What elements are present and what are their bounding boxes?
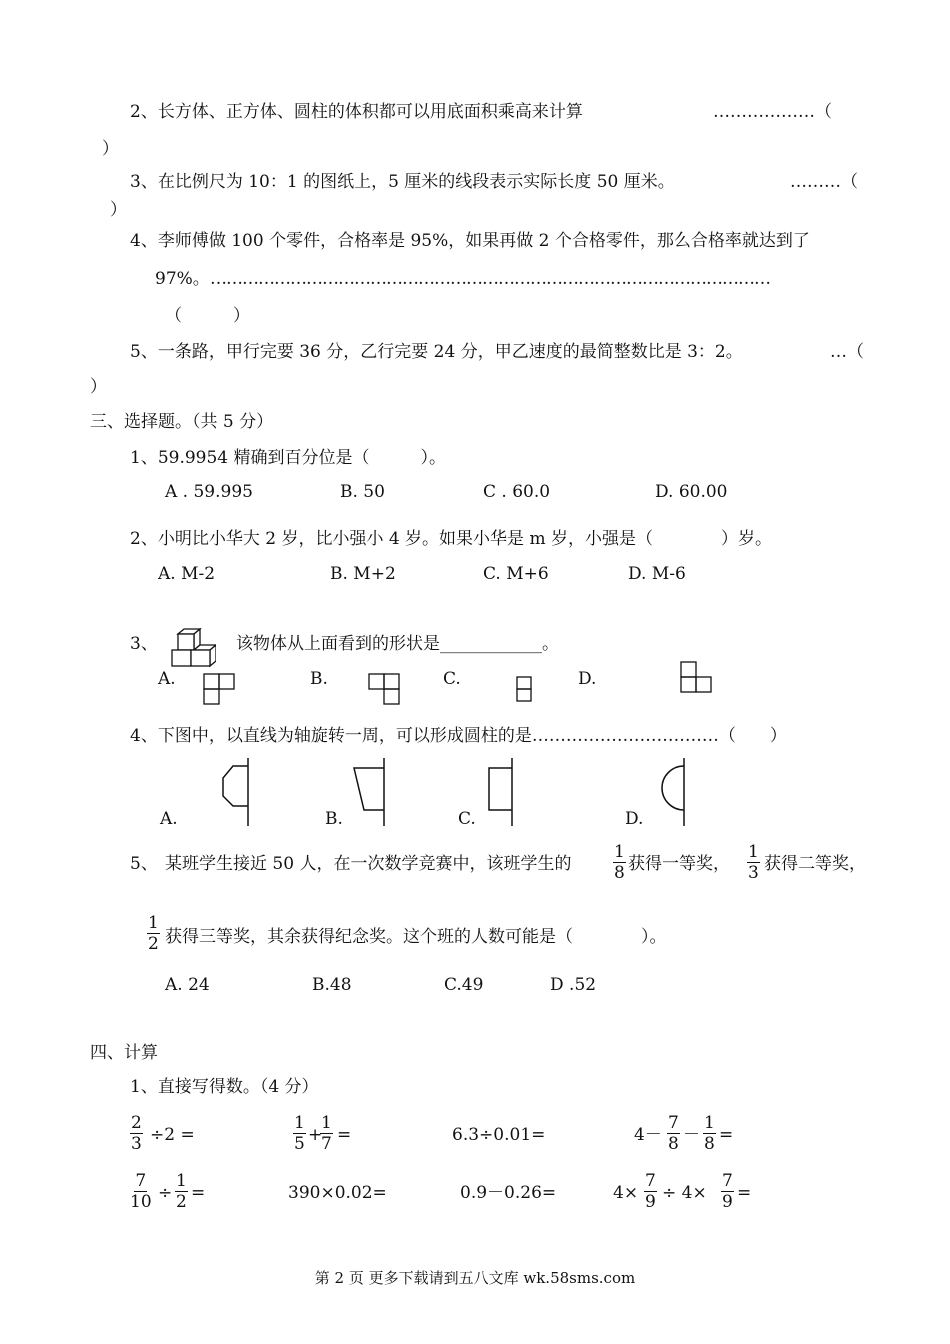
fraction-one-eighth	[613, 842, 626, 883]
fraction-denominator: 8	[704, 1134, 715, 1154]
q3-paren-close: ）	[110, 200, 127, 220]
s3-q2-option-d: D. M-6	[628, 564, 686, 584]
calc-r2-e1-rest: =	[191, 1183, 206, 1203]
s3-q4-option-b: B.	[325, 809, 343, 829]
q2-paren-close: ）	[102, 139, 119, 159]
calc-r1-e3: 6.3÷0.01=	[452, 1125, 546, 1145]
s3-q1-text: 1、59.9954 精确到百分位是（ ）。	[130, 448, 447, 468]
s3-q4-option-a: A.	[160, 809, 178, 829]
s3-q1-option-d: D. 60.00	[655, 482, 728, 502]
fraction-denominator: 7	[321, 1134, 332, 1154]
s3-q3-text: 该物体从上面看到的形状是____________。	[236, 634, 559, 654]
q5-paren-close: ）	[90, 377, 107, 397]
q3-dots: ………（	[790, 172, 858, 192]
fraction-numerator: 1	[748, 842, 759, 862]
fraction-denominator: 3	[131, 1134, 142, 1154]
section3-title: 三、选择题。（共 5 分）	[90, 412, 274, 432]
option-a-shape	[203, 673, 237, 707]
q4-dots: ……………………………………………………………………………………………	[210, 269, 770, 289]
calc-r2-e4-mid: ÷ 4×	[662, 1183, 707, 1203]
s3-q5-part1: 某班学生接近 50 人，在一次数学竞赛中，该班学生的	[165, 854, 572, 874]
s3-q5-part3: 获得二等奖，	[764, 854, 866, 874]
calc-r1-e4-fraction1	[667, 1113, 680, 1154]
calc-r1-e4-op: －	[683, 1125, 700, 1145]
calc-r2-e4-fraction1	[644, 1171, 657, 1212]
s3-q1-option-c: C . 60.0	[483, 482, 551, 502]
fraction-denominator: 5	[294, 1134, 305, 1154]
q2-text: 2、长方体、正方体、圆柱的体积都可以用底面积乘高来计算	[130, 102, 583, 122]
fraction-numerator: 2	[131, 1113, 142, 1133]
s3-q5-part4: 获得三等奖，其余获得纪念奖。这个班的人数可能是（ ）。	[165, 927, 667, 947]
calc-r2-e3: 0.9－0.26=	[460, 1183, 557, 1203]
s3-q4-option-d: D.	[625, 809, 644, 829]
calc-r1-e2-fraction2	[320, 1113, 333, 1154]
fraction-one-third	[747, 842, 760, 883]
s3-q4-option-c: C.	[458, 809, 476, 829]
q4-line2: 97%。	[155, 269, 210, 289]
fraction-denominator: 10	[130, 1192, 152, 1212]
calc-r1-e1-rest: ÷2 =	[150, 1125, 195, 1145]
option-b-shape	[368, 673, 402, 707]
s3-q2-option-c: C. M+6	[483, 564, 549, 584]
calc-r1-e2-op: +	[308, 1125, 323, 1145]
page-footer: 第 2 页 更多下载请到五八文库 wk.58sms.com	[314, 1269, 636, 1287]
calc-r2-e4-fraction2	[721, 1171, 734, 1212]
cube-stack-figure	[170, 628, 216, 670]
fraction-denominator: 9	[645, 1192, 656, 1212]
calc-r1-e2-rest: =	[337, 1125, 352, 1145]
fraction-numerator: 1	[176, 1171, 187, 1191]
calc-r2-e1-fraction2	[175, 1171, 188, 1212]
fraction-denominator: 8	[668, 1134, 679, 1154]
q2-dots: ………………（	[713, 102, 832, 122]
s3-q3-number: 3、	[130, 634, 158, 654]
s3-q1-option-a: A . 59.995	[165, 482, 253, 502]
s3-q2-text: 2、小明比小华大 2 岁，比小强小 4 岁。如果小华是 m 岁，小强是（ ）岁。	[130, 529, 772, 549]
calc-r2-e2: 390×0.02=	[288, 1183, 387, 1203]
s3-q3-option-a: A.	[158, 669, 176, 689]
s3-q2-option-b: B. M+2	[330, 564, 396, 584]
calc-r1-e2-fraction1	[293, 1113, 306, 1154]
s3-q2-option-a: A. M-2	[158, 564, 216, 584]
fraction-numerator: 1	[148, 913, 159, 933]
fraction-numerator: 7	[135, 1171, 147, 1191]
s3-q5-option-d: D .52	[550, 975, 597, 995]
fraction-denominator: 3	[748, 863, 759, 883]
fraction-denominator: 8	[614, 863, 625, 883]
q5-text: 5、一条路，甲行完要 36 分，乙行完要 24 分，甲乙速度的最简整数比是 3：2。	[130, 342, 743, 362]
section4-title: 四、计算	[90, 1043, 158, 1063]
rotation-figure-c	[485, 758, 519, 828]
calc-r1-e1-fraction	[130, 1113, 143, 1154]
option-c-shape	[515, 673, 535, 707]
calc-r2-e1-op: ÷	[158, 1183, 173, 1203]
s3-q5-number: 5、	[130, 854, 158, 874]
section4-sub1: 1、直接写得数。（4 分）	[130, 1077, 319, 1097]
q4-answer-paren: （ ）	[165, 306, 250, 326]
fraction-numerator: 1	[294, 1113, 305, 1133]
rotation-figure-b	[348, 758, 388, 828]
q3-text: 3、在比例尺为 10：1 的图纸上，5 厘米的线段表示实际长度 50 厘米。	[130, 172, 675, 192]
s3-q3-option-b: B.	[310, 669, 328, 689]
q4-line1: 4、李师傅做 100 个零件，合格率是 95%，如果再做 2 个合格零件，那么合格率就达到了	[130, 231, 810, 251]
fraction-numerator: 1	[614, 842, 625, 862]
rotation-figure-d	[655, 758, 689, 828]
calc-r2-e4-rest: =	[737, 1183, 752, 1203]
s3-q5-option-c: C.49	[444, 975, 484, 995]
fraction-numerator: 7	[668, 1113, 679, 1133]
s3-q4-text: 4、下图中，以直线为轴旋转一周，可以形成圆柱的是……………………………（ ）	[130, 726, 787, 746]
q5-dots: …（	[830, 342, 864, 362]
s3-q3-option-c: C.	[443, 669, 461, 689]
option-d-shape	[680, 661, 714, 695]
calc-r1-e4-rest: =	[719, 1125, 734, 1145]
fraction-numerator: 7	[722, 1171, 733, 1191]
fraction-denominator: 2	[148, 934, 159, 954]
fraction-one-half	[147, 913, 160, 954]
fraction-denominator: 2	[176, 1192, 187, 1212]
calc-r1-e4-pre: 4－	[634, 1125, 662, 1145]
fraction-denominator: 9	[722, 1192, 733, 1212]
calc-r2-e1-fraction1	[130, 1171, 152, 1212]
fraction-numerator: 1	[321, 1113, 332, 1133]
calc-r2-e4-pre: 4×	[613, 1183, 639, 1203]
fraction-numerator: 7	[645, 1171, 656, 1191]
s3-q5-option-b: B.48	[312, 975, 352, 995]
s3-q5-part2: 获得一等奖，	[628, 854, 730, 874]
s3-q3-option-d: D.	[578, 669, 597, 689]
calc-r1-e4-fraction2	[703, 1113, 716, 1154]
rotation-figure-a	[218, 758, 252, 828]
fraction-numerator: 1	[704, 1113, 715, 1133]
s3-q5-option-a: A. 24	[165, 975, 210, 995]
s3-q1-option-b: B. 50	[340, 482, 385, 502]
